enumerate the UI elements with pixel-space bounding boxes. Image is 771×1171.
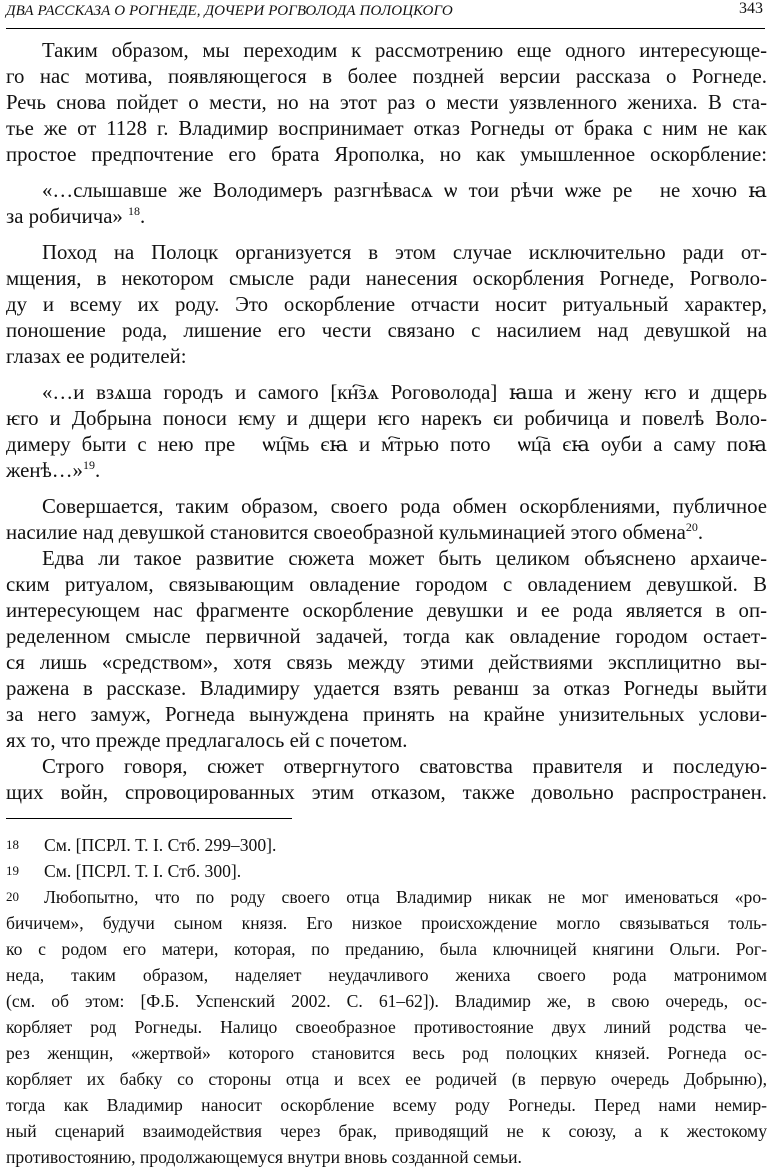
text-line: Едва ли такое развитие сюжета может быть целиком объяснено архаиче-	[42, 547, 767, 570]
text-line: «…слышавше же Володимеръ разгнѣвасѧ ѡ тои рѣчи ѡже ре᷑ не хочю ꙗ	[42, 179, 767, 202]
text-fragment: женѣ…»	[6, 459, 83, 482]
text-line: димеру быти с нею преᷠ ѡц҇мь єꙗ и м҇трью потоᷨ ѡц҇а єꙗ оуби а саму поꙗ	[6, 433, 767, 456]
footnote-number: 19	[6, 863, 19, 878]
text-line: щих войн, спровоцированных этим отказом, также довольно распространен.	[6, 781, 767, 804]
footnote-number: 20	[6, 889, 19, 904]
text-line: насилие над девушкой становится своеобразной кульминацией этого обмена$^{20}$.	[6, 520, 704, 544]
text-line: тье же от 1128 г. Владимир воспринимает отказ Рогнеды от брака с ним не как	[6, 117, 767, 140]
footnote-ref-20: 20	[685, 520, 698, 535]
text-line: корбляет их бабку со стороны отца и всех ее родичей (в первую очередь Добрыню),	[6, 1069, 767, 1089]
text-line: Строго говоря, сюжет отвергнутого сватовства правителя и последую-	[42, 755, 767, 778]
footnote-divider	[6, 818, 292, 833]
text-line: ный сценарий взаимодействия через брак, приводящий не к союзу, а к жестокому	[6, 1121, 767, 1141]
text-line: интересующем нас фрагменте оскорбление девушки и ее рода является в оп-	[6, 599, 767, 622]
footnote-18	[6, 833, 767, 859]
text-line: ределенном смысле первичной задачей, тогда как овладение городом остает-	[6, 625, 767, 648]
text-line: за него замуж, Рогнеда вынуждена принять на крайне унизительных услови-	[6, 703, 767, 726]
paragraph	[6, 240, 767, 370]
paragraph	[6, 494, 767, 546]
text-line: Поход на Полоцк организуется в этом случае исключительно ради от-	[42, 241, 767, 264]
text-line: противостоянию, продолжающемуся внутри вновь созданной семьи.	[6, 1147, 522, 1167]
text-line	[6, 885, 767, 911]
paragraph	[6, 754, 767, 806]
text-line: Таким образом, мы переходим к рассмотрению еще одного интересующе-	[42, 39, 767, 62]
footnote-20	[6, 885, 767, 1171]
text-line: ѥго и Добрына поноси ѥму и дщери ѥго нарекъ єи робичица и повелѣ Воло-	[6, 407, 767, 430]
paragraph	[6, 38, 767, 168]
text-line: за робичича» $^{18}$.	[6, 204, 146, 228]
text-fragment: за робичича»	[6, 205, 123, 228]
page-number: 343	[739, 0, 763, 17]
quotation	[6, 178, 767, 230]
text-fragment: насилие над девушкой становится своеобразной кульминацией этого обмена	[6, 521, 686, 544]
footnote-19	[6, 859, 767, 885]
text-line: женѣ…»$^{19}$.	[6, 458, 101, 482]
text-line: «…и взѧша городъ и самого [кн҇зѧ Роговолода] ꙗша и жену ѥго и дщерь	[42, 381, 767, 404]
text-line: ражена в рассказе. Владимиру удается взять реванш за отказ Рогнеды выйти	[6, 677, 767, 700]
text-line: простое предпочтение его брата Ярополка, но как умышленное оскорбление:	[6, 143, 767, 166]
footnote-text: Любопытно, что по роду своего отца Владимир никак не мог именоваться «ро-	[44, 887, 767, 907]
quotation	[6, 380, 767, 484]
footnote-ref-19: 19	[82, 458, 95, 473]
footnotes	[6, 833, 767, 1171]
text-line: рез женщин, «жертвой» которого становится весь род полоцких князей. Рогнеда ос-	[6, 1043, 767, 1063]
text-line: корбляет род Рогнеды. Налицо своеобразное противостояние двух линий родства че-	[6, 1017, 767, 1037]
text-line: ду и всему их роду. Это оскорбление отчасти носит ритуальный характер,	[6, 293, 767, 316]
running-header	[6, 0, 765, 29]
text-line: ях то, что прежде предлагалось ей с почетом.	[6, 729, 408, 752]
running-title: ДВА РАССКАЗА О РОГНЕДЕ, ДОЧЕРИ РОГВОЛОДА ПОЛОЦКОГО	[6, 3, 453, 19]
text-line: ским ритуалом, связывающим овладение городом с овладением девушкой. В	[6, 573, 767, 596]
text-line: (см. об этом: [Ф.Б. Успенский 2002. С. 61–62]). Владимир же, в свою очередь, ос-	[6, 991, 767, 1011]
text-line: ко с родом его матери, которая, по преданию, была ключницей княгини Ольги. Рог-	[6, 939, 767, 959]
text-line: мщения, в некотором смысле ради нанесения оскорбления Рогнеде, Рогволо-	[6, 267, 767, 290]
footnote-ref-18: 18	[128, 204, 141, 219]
text-line: Речь снова пойдет о мести, но на этот раз о мести уязвленного жениха. В ста-	[6, 91, 767, 114]
footnote-text: См. [ПСРЛ. Т. I. Стб. 299–300].	[44, 835, 277, 855]
text-line: глазах ее родителей:	[6, 345, 187, 368]
page-body	[6, 38, 767, 1171]
paragraph	[6, 546, 767, 754]
footnote-text: См. [ПСРЛ. Т. I. Стб. 300].	[44, 861, 242, 881]
text-line: ся лишь «средством», хотя связь между этими действиями эксплицитно вы-	[6, 651, 767, 674]
text-line: бичичем», будучи сыном князя. Его низкое происхождение могло связываться толь-	[6, 913, 767, 933]
text-line: тогда как Владимир наносит оскорбление всему роду Рогнеды. Перед нами немир-	[6, 1095, 767, 1115]
text-line: неда, таким образом, наделяет неудачливого жениха своего рода матронимом	[6, 965, 767, 985]
text-line: го нас мотива, появляющегося в более поздней версии рассказа о Рогнеде.	[6, 65, 767, 88]
footnote-number: 18	[6, 837, 19, 852]
text-line: поношение рода, лишение его чести связано с насилием над девушкой на	[6, 319, 767, 342]
text-line: Совершается, таким образом, своего рода обмен оскорблениями, публичное	[42, 495, 767, 518]
